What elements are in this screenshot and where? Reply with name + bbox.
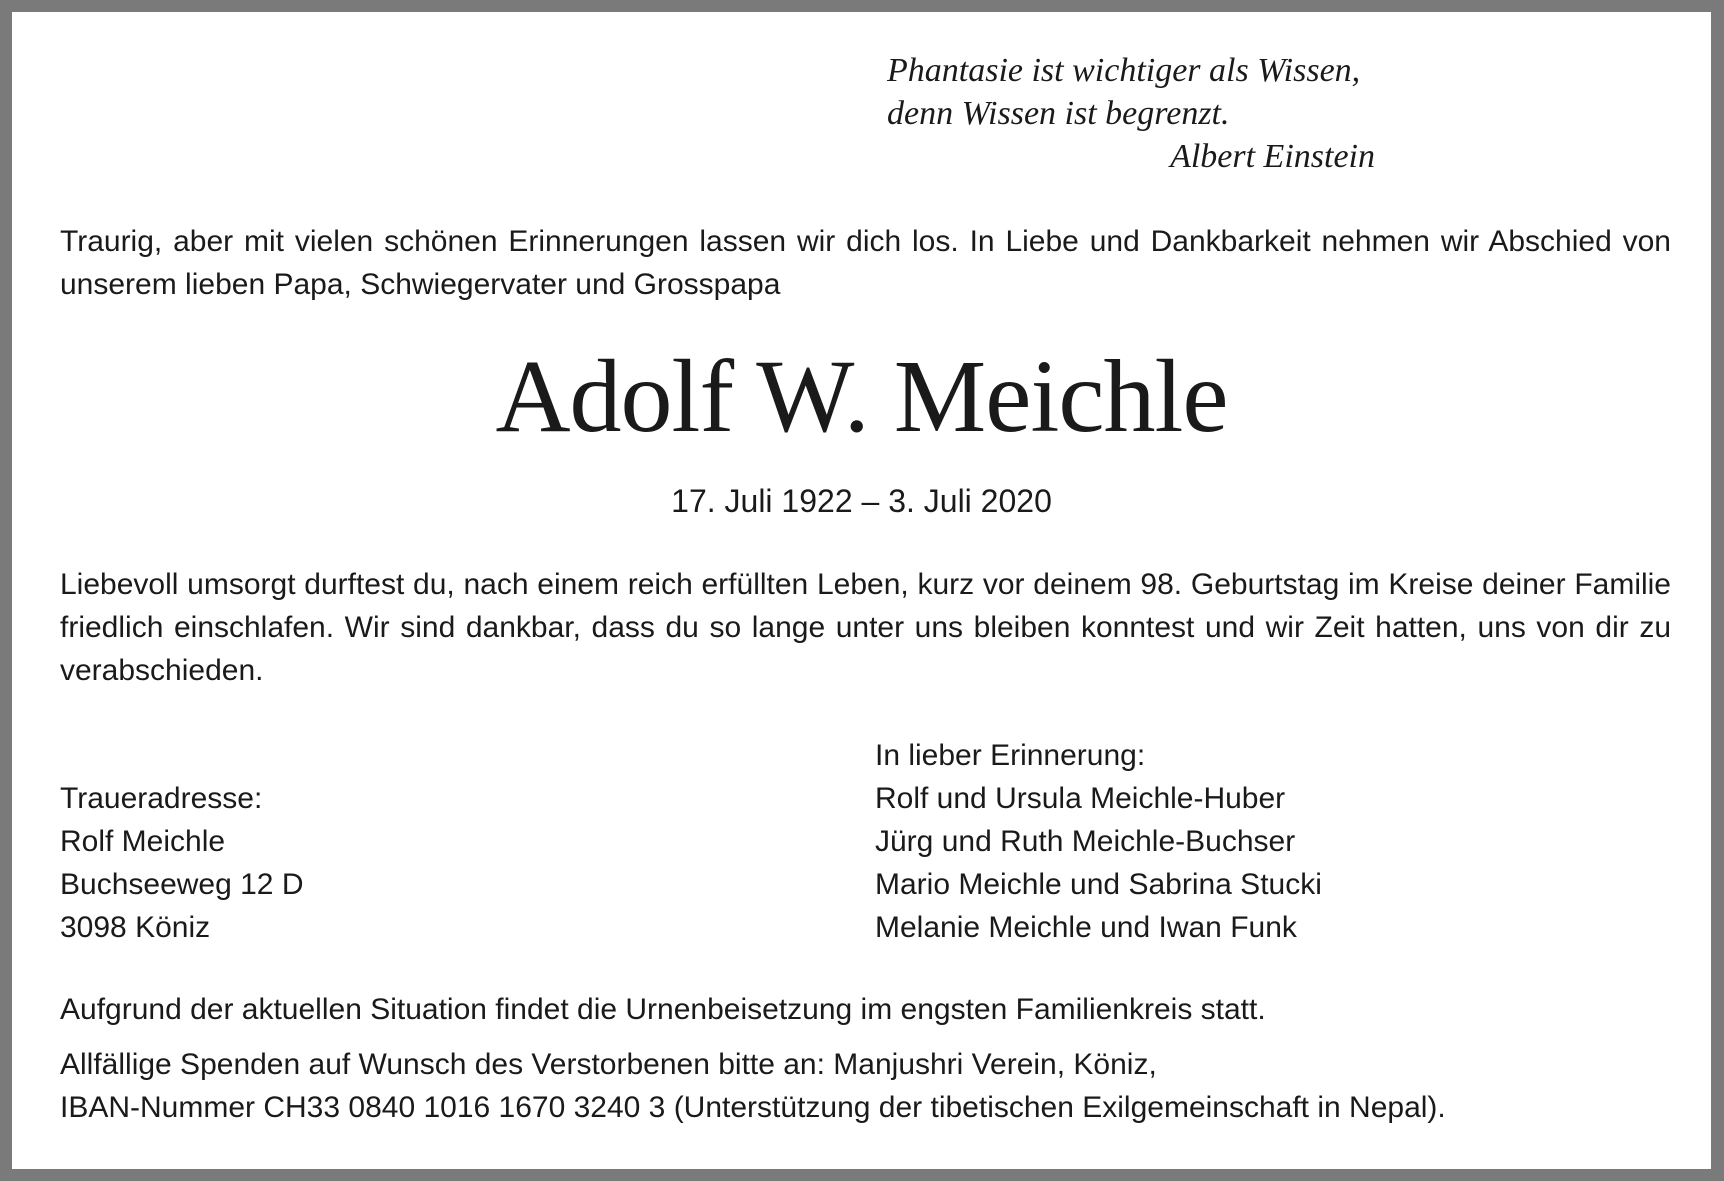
quote-author: Albert Einstein xyxy=(1170,138,1375,175)
deceased-name: Adolf W. Meichle xyxy=(495,339,1228,454)
epigraph-quote xyxy=(887,49,1387,178)
address-name: Rolf Meichle xyxy=(60,825,226,858)
memory-list xyxy=(875,734,1575,949)
life-dates: 17. Juli 1922 – 3. Juli 2020 xyxy=(671,483,1052,519)
memory-name: Melanie Meichle und Iwan Funk xyxy=(875,911,1297,944)
burial-note: Aufgrund der aktuellen Situation findet die Urnenbeisetzung im engsten Familienkreis statt. xyxy=(60,993,1266,1026)
donation-line-2: IBAN-Nummer CH33 0840 1016 1670 3240 3 (Unterstützung der tibetischen Exilgemeinschaft in Nepal). xyxy=(60,1091,1446,1124)
quote-line-2: denn Wissen ist begrenzt. xyxy=(887,95,1230,132)
donation-line-1: Allfällige Spenden auf Wunsch des Verstorbenen bitte an: Manjushri Verein, Köniz, xyxy=(60,1048,1157,1081)
obituary-notice xyxy=(12,12,1711,1169)
address-street: Buchseeweg 12 D xyxy=(60,868,304,901)
memory-heading: In lieber Erinnerung: xyxy=(875,739,1146,772)
memory-name: Rolf und Ursula Meichle-Huber xyxy=(875,782,1286,815)
memory-name: Jürg und Ruth Meichle-Buchser xyxy=(875,825,1296,858)
memory-name: Mario Meichle und Sabrina Stucki xyxy=(875,868,1322,901)
address-city: 3098 Köniz xyxy=(60,911,211,944)
intro-text: Traurig, aber mit vielen schönen Erinnerungen lassen wir dich los. In Liebe und Dankbarkeit nehmen wir Abschied von unserem lieben Papa, Schwiegervater und Grosspapa xyxy=(60,225,1671,301)
quote-line-1: Phantasie ist wichtiger als Wissen, xyxy=(887,52,1361,89)
donation-note xyxy=(60,1043,1446,1129)
mourning-address xyxy=(60,777,660,949)
address-heading: Traueradresse: xyxy=(60,782,263,815)
life-text: Liebevoll umsorgt durftest du, nach einem reich erfüllten Leben, kurz vor deinem 98. Geburtstag im Kreise deiner Familie friedlich einschlafen. Wir sind dankbar, dass du so lange unter uns bleiben konntest und wir Zeit hatten, uns von dir zu verabschieden. xyxy=(60,568,1671,687)
